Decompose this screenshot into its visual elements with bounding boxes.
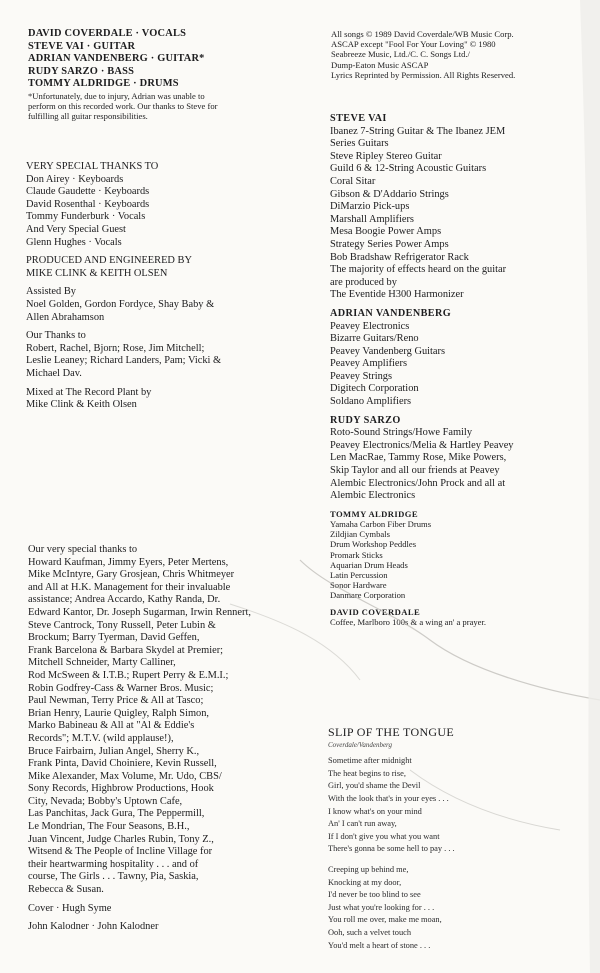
thanks-line: Don Airey · Keyboards (26, 173, 124, 185)
thanks-line: And Very Special Guest (26, 223, 126, 235)
band-lineup (28, 28, 293, 122)
lyric-line: I know what's on your mind (328, 806, 422, 816)
gear-line: Peavey Strings (330, 370, 393, 382)
gear-line: Ibanez 7-String Guitar & The Ibanez JEM (330, 125, 506, 137)
kalodner-credit: John Kalodner · John Kalodner (28, 921, 159, 933)
mtv-text: City, Nevada; Bobby's Uptown Cafe, (28, 795, 183, 807)
section-heading: ADRIAN VANDENBERG (330, 307, 452, 319)
assisted-line: Assisted By (26, 286, 76, 298)
gear-line: Soldano Amplifiers (330, 396, 412, 408)
gear-line: Promark Sticks (330, 549, 383, 560)
gear-line: Yamaha Carbon Fiber Drums (330, 519, 432, 530)
gear-line: Guild 6 & 12-String Acoustic Guitars (330, 163, 487, 175)
copyright-line: Lyrics Reprinted by Permission. All Rights Reserved. (331, 69, 516, 80)
gear-line: Peavey Vandenberg Guitars (330, 345, 446, 357)
gear-line: The Eventide H300 Harmonizer (330, 289, 464, 301)
footnote-line: fulfilling all guitar responsibilities. (28, 111, 148, 122)
gear-line: Mesa Boogie Power Amps (330, 226, 442, 238)
member-line: ADRIAN VANDENBERG · GUITAR* (28, 53, 205, 65)
long-thanks-line: Brian Henry, Laurie Quigley, Ralph Simon, (28, 707, 210, 719)
gear-line: The majority of effects heard on the guitar (330, 264, 507, 276)
our-thanks-line: Michael Dav. (26, 367, 82, 379)
our-thanks-line: Our Thanks to (26, 330, 86, 342)
gear-line: Marshall Amplifiers (330, 213, 414, 225)
gear-line: Peavey Electronics (330, 320, 410, 332)
long-thanks-line: Records"; M.T.V. (wild applause!), (28, 732, 174, 744)
footnote-line: perform on this recorded work. Our thanks to Steve for (28, 101, 218, 112)
member-line: TOMMY ALDRIDGE · DRUMS (28, 78, 179, 90)
gear-line: Aquarian Drum Heads (330, 559, 408, 570)
song-title: SLIP OF THE TONGUE (328, 725, 454, 739)
long-thanks-line: Marko Babineau & All at "Al & Eddie's (28, 720, 195, 732)
copyright-block (331, 29, 591, 80)
gear-line: Alembic Electronics/John Prock and all at (330, 477, 506, 489)
gear-line: Alembic Electronics (330, 490, 416, 502)
assisted-line: Allen Abrahamson (26, 311, 105, 323)
long-thanks-line: Rebecca & Susan. (28, 884, 104, 896)
gear-line: are produced by (330, 276, 397, 288)
gear-line: Digitech Corporation (330, 383, 419, 395)
long-thanks-line: Mike Alexander, Max Volume, Mr. Udo, CBS/ (28, 770, 222, 782)
long-thanks-line: and All at H.K. Management for their invaluable (28, 581, 231, 593)
our-thanks-line: Leslie Leaney; Richard Landers, Pam; Vicki & (26, 355, 222, 367)
lyric-line: An' I can't run away, (328, 819, 397, 829)
lyric-line: Knocking at my door, (328, 877, 402, 887)
gear-line: Series Guitars (330, 138, 389, 150)
gear-line: Sonor Hardware (330, 580, 387, 591)
gear-line: Bob Bradshaw Refrigerator Rack (330, 251, 469, 263)
producer-line: PRODUCED AND ENGINEERED BY (26, 255, 192, 267)
lyric-line: There's gonna be some hell to pay . . . (328, 844, 455, 854)
long-thanks-line: Mike McIntyre, Gary Grosjean, Chris Whitmeyer (28, 569, 235, 581)
long-thanks-line: Frank Pinta, David Choiniere, Kevin Russell, (28, 758, 217, 770)
section-heading: TOMMY ALDRIDGE (330, 508, 418, 519)
long-thanks-line: Las Panchitas, Jack Gura, The Peppermill, (28, 808, 205, 820)
long-thanks-line: Le Mondrian, The Four Seasons, B.H., (28, 821, 190, 833)
gear-line: Latin Percussion (330, 570, 388, 581)
gear-line: Peavey Electronics/Melia & Hartley Peavey (330, 439, 514, 451)
member-line: RUDY SARZO · BASS (28, 65, 135, 77)
member-line: STEVE VAI · GUITAR (28, 40, 136, 52)
long-thanks-line: Robin Godfrey-Cass & Warner Bros. Music; (28, 682, 214, 694)
footnote-line: *Unfortunately, due to injury, Adrian was unable to (28, 90, 205, 101)
long-thanks-line: Howard Kaufman, Jimmy Eyers, Peter Mertens, (28, 556, 229, 568)
gear-line: Steve Ripley Stereo Guitar (330, 150, 442, 162)
copyright-line: Dump-Eaton Music ASCAP (331, 59, 429, 70)
gear-line: Bizarre Guitars/Reno (330, 333, 419, 345)
long-thanks-line: Witsend & The People of Incline Village for (28, 846, 213, 858)
very-special-thanks-list (28, 544, 298, 934)
cover-credit: Cover · Hugh Syme (28, 902, 112, 914)
gear-line: Strategy Series Power Amps (330, 238, 449, 250)
long-thanks-line: Our very special thanks to (28, 544, 138, 555)
thanks-line: Claude Gaudette · Keyboards (26, 186, 150, 198)
long-thanks-line (28, 796, 298, 809)
long-thanks-line: Frank Barcelona & Barbara Skydel at Premier; (28, 644, 224, 656)
long-thanks-line: Brockum; Barry Tyerman, David Geffen, (28, 632, 200, 644)
lyric-line: I'd never be too blind to see (328, 890, 421, 900)
gear-line: DiMarzio Pick-ups (330, 201, 410, 213)
gear-line: Roto-Sound Strings/Howe Family (330, 427, 473, 439)
mixed-line: Mixed at The Record Plant by (26, 386, 152, 398)
lyric-line: The heat begins to rise, (328, 768, 406, 778)
special-thanks-section (26, 161, 291, 412)
lyric-line: Creeping up behind me, (328, 864, 409, 874)
lyric-line: With the look that's in your eyes . . . (328, 793, 449, 803)
lyric-line: You roll me over, make me moan, (328, 915, 442, 925)
long-thanks-line: Sony Records, Highbrow Productions, Hook (28, 783, 214, 795)
gear-line: Peavey Amplifiers (330, 358, 408, 370)
long-thanks-line: Juan Vincent, Judge Charles Rubin, Tony Z., (28, 833, 214, 845)
long-thanks-line: Steve Cantrock, Tony Russell, Peter Lubin & (28, 619, 216, 631)
gear-line: Coral Sitar (330, 175, 376, 187)
song-lyrics (328, 726, 593, 952)
long-thanks-line: Mitchell Schneider, Marty Calliner, (28, 657, 176, 669)
lyric-line: Girl, you'd shame the Devil (328, 781, 421, 791)
lyric-line: Sometime after midnight (328, 756, 412, 766)
mixed-line: Mike Clink & Keith Olsen (26, 399, 137, 411)
gear-line: Gibson & D'Addario Strings (330, 188, 449, 200)
gear-line: Skip Taylor and all our friends at Peavey (330, 465, 500, 477)
assisted-line: Noel Golden, Gordon Fordyce, Shay Baby & (26, 298, 215, 310)
long-thanks-line: Bruce Fairbairn, Julian Angel, Sherry K., (28, 745, 200, 757)
gear-line: Zildjian Cymbals (330, 529, 390, 540)
section-heading: STEVE VAI (330, 113, 387, 124)
long-thanks-line: Edward Kantor, Dr. Joseph Sugarman, Irwin Rennert, (28, 606, 251, 618)
copyright-line: ASCAP except "Fool For Your Loving" © 1980 (331, 39, 496, 50)
thanks-line: David Rosenthal · Keyboards (26, 198, 150, 210)
long-thanks-line: assistance; Andrea Accardo, Kathy Randa, Dr. (28, 594, 221, 606)
equipment-section (330, 113, 595, 627)
long-thanks-line: Rod McSween & I.T.B.; Rupert Perry & E.M.I.; (28, 669, 229, 681)
gear-line: Drum Workshop Peddles (330, 539, 417, 550)
our-thanks-line: Robert, Rachel, Bjorn; Rose, Jim Mitchell; (26, 342, 205, 354)
thanks-line: Glenn Hughes · Vocals (26, 236, 122, 248)
lyric-line: Ooh, such a velvet touch (328, 927, 412, 937)
thanks-line: Tommy Funderburk · Vocals (26, 211, 146, 223)
gear-line: Danmare Corporation (330, 590, 406, 601)
section-heading: VERY SPECIAL THANKS TO (26, 161, 159, 172)
long-thanks-line: course, The Girls . . . Tawny, Pia, Saskia, (28, 871, 199, 883)
gear-line: Len MacRae, Tammy Rose, Mike Powers, (330, 452, 507, 464)
section-heading: RUDY SARZO (330, 414, 401, 426)
producer-line: MIKE CLINK & KEITH OLSEN (26, 267, 168, 279)
lyric-line: Just what you're looking for . . . (328, 902, 435, 912)
copyright-line: All songs © 1989 David Coverdale/WB Music Corp. (331, 29, 514, 39)
long-thanks-line: their heartwarming hospitality . . . and of (28, 858, 199, 870)
gear-line: Coffee, Marlboro 100s & a wing an' a prayer. (330, 616, 487, 627)
lyric-line: You'd melt a heart of stone . . . (328, 940, 431, 950)
copyright-line: Seabreeze Music, Ltd./C. C. Songs Ltd./ (331, 49, 470, 60)
section-heading: DAVID COVERDALE (330, 606, 421, 617)
song-writers: Coverdale/Vandenberg (328, 740, 393, 749)
member-line: DAVID COVERDALE · VOCALS (28, 28, 187, 39)
long-thanks-line: Paul Newman, Terry Price & All at Tasco; (28, 695, 204, 707)
lyric-line: If I don't give you what you want (328, 831, 440, 841)
